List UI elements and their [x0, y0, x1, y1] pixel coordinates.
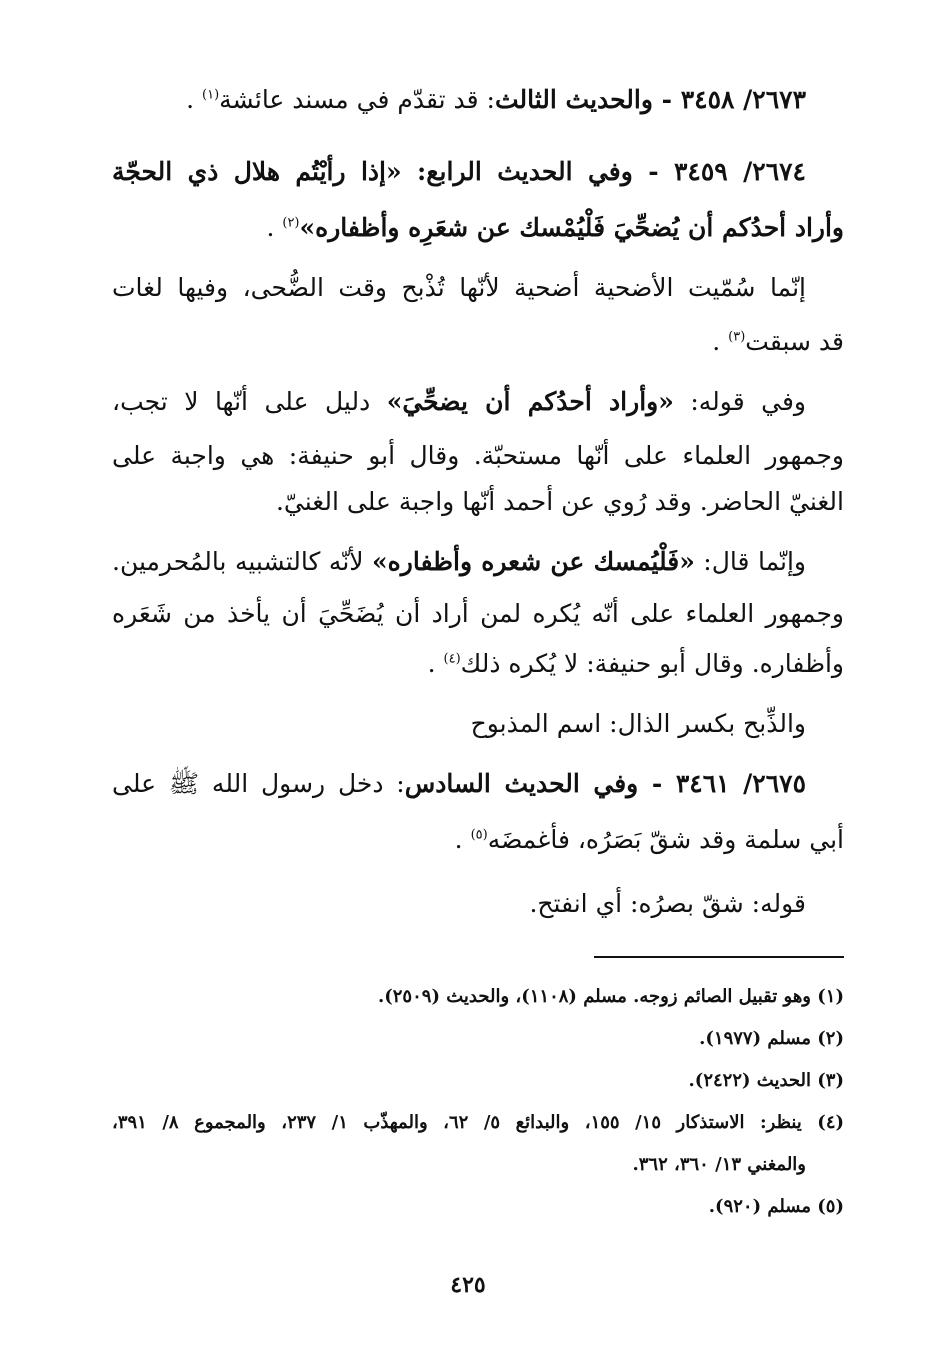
hadith-6-line-2: أبي سلمة وقد شقّ بَصَرُه، فأغمضَه$^{(٥)}$ . [454, 825, 844, 854]
footnote-ref-1[interactable]: (١) [202, 87, 220, 103]
wajib-line-3: الغنيّ الحاضر. وقد رُوي عن أحمد أنّها واجبة على الغنيّ. [275, 487, 844, 516]
hadith-4-heading: - وفي الحديث الرابع: [401, 157, 674, 186]
hadith-4-line-2: وأراد أحدُكم أن يُضحِّيَ فَلْيُمْسك عن شعَرِه وأظفاره»$^{(٢)}$ . [266, 213, 844, 242]
muhrim-line-1: وإنّما قال: «فَلْيُمسك عن شعره وأظفاره» لأنّه كالتشبيه بالمُحرمين. [112, 547, 806, 576]
muhrim-quote: «فَلْيُمسك عن شعره وأظفاره» [372, 547, 695, 576]
footnote-4: (٤) ينظر: الاستذكار ١٥/ ١٥٥، والبدائع ٥/ ٦٢، والمهذّب ١/ ٢٣٧، والمجموع ٨/ ٣٩١، [112, 1112, 845, 1133]
footnote-3: (٣) الحديث (٢٤٢٢). [688, 1070, 844, 1091]
hadith-3-line: ٢٦٧٣/ ٣٤٥٨ - والحديث الثالث: قد تقدّم في مسند عائشة$^{(١)}$ . [186, 85, 806, 114]
muhrim-line-3: وأظفاره. وقال أبو حنيفة: لا يُكره ذلك$^{(٤)}$ . [427, 649, 844, 678]
hadith-3-heading: - والحديث الثالث [494, 85, 681, 114]
footnote-ref-3[interactable]: (٣) [728, 329, 746, 345]
udhiya-line-1: إنّما سُمّيت الأضحية أضحية لأنّها تُذْبح وقت الضُّحى، وفيها لغات [112, 273, 806, 302]
footnote-ref-5[interactable]: (٥) [470, 827, 488, 843]
footnote-2: (٢) مسلم (١٩٧٧). [699, 1028, 844, 1049]
footnote-1: (١) وهو تقبيل الصائم زوجه. مسلم (١١٠٨)، والحديث (٢٥٠٩). [377, 986, 844, 1007]
page-number: ٤٢٥ [450, 1272, 486, 1298]
hadith-3-text: : قد تقدّم في مسند عائشة [219, 85, 495, 114]
shaqq-line: قوله: شقّ بصرُه: أي انفتح. [529, 889, 806, 918]
footnote-5: (٥) مسلم (٩٢٠). [708, 1196, 844, 1217]
page-body [112, 0, 844, 1370]
hadith-6-number: ٢٦٧٥/ ٣٤٦١ [675, 769, 807, 798]
wajib-line-1: وفي قوله: «وأراد أحدُكم أن يضحِّيَ» دليل على أنّها لا تجب، [112, 387, 806, 416]
hadith-3-number: ٢٦٧٣/ ٣٤٥٨ [680, 85, 806, 114]
footnote-separator [594, 956, 844, 958]
wajib-line-2: وجمهور العلماء على أنّها مستحبّة. وقال أبو حنيفة: هي واجبة على [112, 441, 844, 470]
footnote-ref-2[interactable]: (٢) [282, 215, 300, 231]
hadith-6-heading: - وفي الحديث السادس [404, 769, 676, 798]
hadith-6-text: : دخل رسول الله ﷺ على [112, 769, 405, 798]
hadith-4-line-1 [112, 152, 844, 192]
hadith-4-number: ٢٦٧٤/ ٣٤٥٩ [674, 157, 806, 186]
footnote-4-continued: والمغني ١٣/ ٣٦٠، ٣٦٢. [632, 1154, 806, 1175]
muhrim-line-2: وجمهور العلماء على أنّه يُكره لمن أراد أن يُضَحِّيَ أن يأخذ من شَعَره [112, 599, 844, 628]
hadith-6-line-1 [112, 764, 844, 804]
hadith-4-quote-end: وأراد أحدُكم أن يُضحِّيَ فَلْيُمْسك عن شعَرِه وأظفاره» [299, 213, 844, 242]
wajib-quote: «وأراد أحدُكم أن يضحِّيَ» [386, 387, 674, 416]
udhiya-line-2: قد سبقت$^{(٣)}$ . [712, 327, 844, 356]
hadith-4-quote-start: «إذا رأيْتُم هلال ذي الحجّة [112, 157, 402, 186]
footnote-ref-4[interactable]: (٤) [443, 651, 461, 667]
dhibh-line: والذِّبح بكسر الذال: اسم المذبوح [470, 709, 806, 738]
